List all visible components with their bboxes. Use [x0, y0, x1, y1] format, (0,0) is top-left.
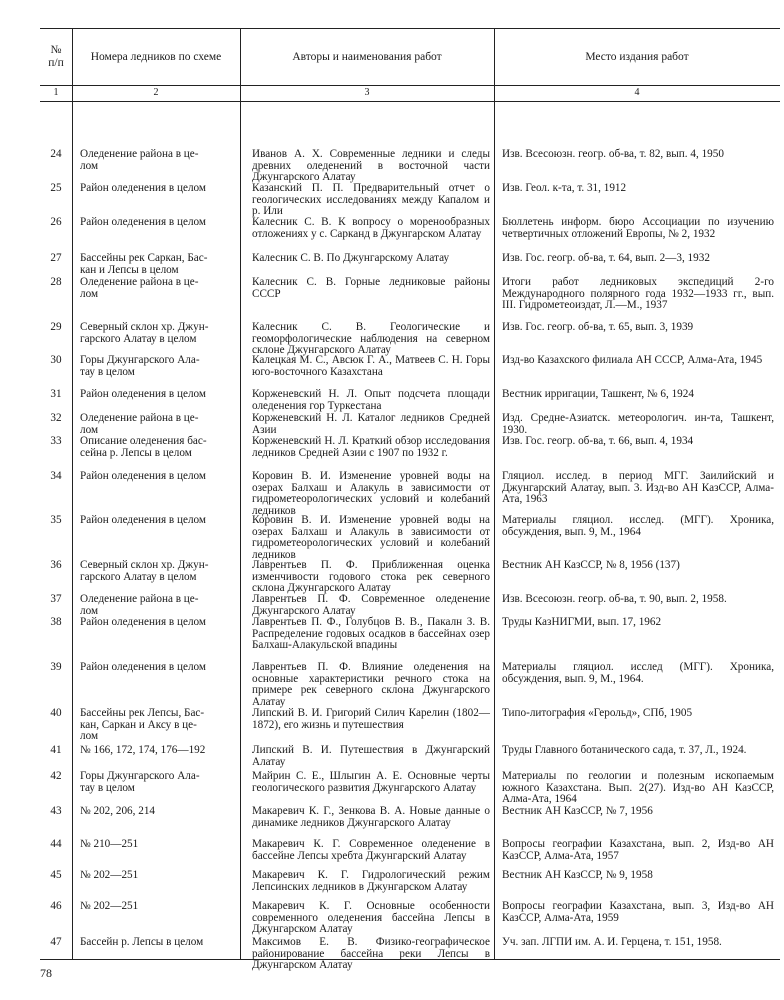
entry-number: 46	[50, 900, 62, 912]
header-place: Место издания работ	[585, 50, 689, 63]
publication-place: Бюллетень информ. бюро Ассоциации по изучению четвертичных отложений Европы, № 2, 1932	[502, 216, 774, 240]
publication-place: Гляциол. исслед. в период МГГ. Заилийский и Джунгарский Алатау, вып. 3. Изд-во АН КазССР, Алма-Ата, 1963	[502, 470, 774, 506]
glacier-reference: Бассейны рек Лепсы, Бас- кан, Саркан и Аксу в це- лом	[80, 707, 205, 743]
entry-number: 47	[50, 936, 62, 948]
author-title: Калесник С. В. К вопросу о моренообразных отложениях у с. Сарканд в Джунгарском Алатау	[252, 216, 490, 240]
glacier-reference: Оледенение района в це- лом	[80, 593, 199, 617]
author-title: Иванов А. Х. Современные ледники и следы древних оледенений в восточной части Джунгарского Алатау	[252, 148, 490, 184]
entry-number: 35	[50, 514, 62, 526]
glacier-reference: Район оледенения в целом	[80, 514, 207, 526]
entry-number: 41	[50, 744, 62, 756]
entry-number: 24	[50, 148, 62, 160]
author-title: Коровин В. И. Изменение уровней воды на озерах Балхаш и Алакуль в зависимости от гидрометеорологических условий и колебаний ледников	[252, 470, 490, 517]
publication-place: Вестник АН КазССР, № 8, 1956 (137)	[502, 559, 680, 571]
publication-place: Вестник ирригации, Ташкент, № 6, 1924	[502, 388, 694, 400]
glacier-reference: Оледенение района в це- лом	[80, 276, 199, 300]
column-divider	[72, 29, 73, 959]
glacier-reference: Горы Джунгарского Ала- тау в целом	[80, 354, 200, 378]
author-title: Макаревич К. Г., Зенкова В. А. Новые данные о динамике ледников Джунгарского Алатау	[252, 805, 490, 829]
entry-number: 43	[50, 805, 62, 817]
author-title: Коровин В. И. Изменение уровней воды на озерах Балхаш и Алакуль в зависимости от гидрометеорологических условий и колебаний ледников	[252, 514, 490, 561]
glacier-reference: № 202, 206, 214	[80, 805, 156, 817]
glacier-reference: № 210—251	[80, 838, 139, 850]
header-divider	[40, 85, 780, 86]
publication-place: Изв. Гос. геогр. об-ва, т. 66, вып. 4, 1934	[502, 435, 694, 447]
column-number: 4	[634, 87, 640, 98]
publication-place: Изд-во Казахского филиала АН СССР, Алма-Ата, 1945	[502, 354, 763, 366]
author-title: Макаревич К. Г. Основные особенности современного оледенения бассейна Лепсы в Джунгарском Алатау	[252, 900, 490, 936]
publication-place: Вопросы географии Казахстана, вып. 3, Изд-во АН КазССР, Алма-Ата, 1959	[502, 900, 774, 924]
publication-place: Изв. Всесоюзн. геогр. об-ва, т. 82, вып. 4, 1950	[502, 148, 724, 160]
author-title: Лаврентьев П. Ф. Влияние оледенения на основные характеристики речного стока на примере рек северного склона Джунгарского Алатау	[252, 661, 490, 708]
entry-number: 39	[50, 661, 62, 673]
author-title: Корженевский Н. Л. Краткий обзор исследования ледников Средней Азии с 1907 по 1932 г.	[252, 435, 490, 459]
author-title: Калесник С. В. По Джунгарскому Алатау	[252, 252, 450, 264]
entry-number: 37	[50, 593, 62, 605]
glacier-reference: Описание оледенения бас- сейна р. Лепсы в целом	[80, 435, 207, 459]
author-title: Лаврентьев П. Ф. Современное оледенение Джунгарского Алатау	[252, 593, 490, 617]
author-title: Липский В. И. Григорий Силич Карелин (1802—1872), его жизнь и путешествия	[252, 707, 490, 731]
glacier-reference: Оледенение района в це- лом	[80, 412, 199, 436]
entry-number: 40	[50, 707, 62, 719]
header-authors: Авторы и наименования работ	[292, 50, 442, 63]
column-number: 3	[364, 87, 370, 98]
glacier-reference: Район оледенения в целом	[80, 182, 207, 194]
page-number: 78	[40, 966, 52, 980]
entry-number: 38	[50, 616, 62, 628]
header-divider	[40, 101, 780, 102]
publication-place: Типо-литография «Герольд», СПб, 1905	[502, 707, 693, 719]
glacier-reference: Район оледенения в целом	[80, 661, 207, 673]
entry-number: 34	[50, 470, 62, 482]
publication-place: Труды Главного ботанического сада, т. 37, Л., 1924.	[502, 744, 747, 756]
publication-place: Материалы гляциол. исслед (МГГ). Хроника, обсуждения, вып. 9, М., 1964.	[502, 661, 774, 685]
glacier-reference: Район оледенения в целом	[80, 388, 207, 400]
glacier-reference: Район оледенения в целом	[80, 216, 207, 228]
author-title: Корженевский Н. Л. Опыт подсчета площади оледенения гор Туркестана	[252, 388, 490, 412]
entry-number: 32	[50, 412, 62, 424]
glacier-reference: № 202—251	[80, 869, 139, 881]
column-divider	[240, 29, 241, 959]
header-num: № п/п	[48, 44, 64, 69]
column-number: 1	[53, 87, 59, 98]
author-title: Калесник С. В. Геологические и геоморфологические наблюдения на северном склоне Джунгарского Алатау	[252, 321, 490, 357]
entry-number: 42	[50, 770, 62, 782]
entry-number: 45	[50, 869, 62, 881]
publication-place: Материалы гляциол. исслед. (МГГ). Хроника, обсуждения, вып. 9, М., 1964	[502, 514, 774, 538]
publication-place: Материалы по геологии и полезным ископаемым южного Казахстана. Вып. 2(27). Изд-во АН КазССР, Алма-Ата, 1964	[502, 770, 774, 806]
entry-number: 28	[50, 276, 62, 288]
glacier-reference: Бассейны рек Саркан, Бас- кан и Лепсы в целом	[80, 252, 208, 276]
column-divider	[494, 29, 495, 959]
author-title: Макаревич К. Г. Современное оледенение в бассейне Лепсы хребта Джунгарский Алатау	[252, 838, 490, 862]
bibliography-table	[40, 28, 780, 972]
publication-place: Изв. Всесоюзн. геогр. об-ва, т. 90, вып. 2, 1958.	[502, 593, 727, 605]
glacier-reference: Район оледенения в целом	[80, 616, 207, 628]
entry-number: 36	[50, 559, 62, 571]
entry-number: 33	[50, 435, 62, 447]
publication-place: Уч. зап. ЛГПИ им. А. И. Герцена, т. 151, 1958.	[502, 936, 722, 948]
publication-place: Итоги работ ледниковых экспедиций 2-го Международного полярного года 1932—1933 гг., вып. III. Гидрометеоиздат, Л.—М., 1937	[502, 276, 774, 312]
publication-place: Изв. Геол. к-та, т. 31, 1912	[502, 182, 627, 194]
publication-place: Вестник АН КазССР, № 9, 1958	[502, 869, 653, 881]
publication-place: Изд. Средне-Азиатск. метеорологич. ин-та, Ташкент, 1930.	[502, 412, 774, 436]
author-title: Липский В. И. Путешествия в Джунгарский Алатау	[252, 744, 490, 768]
author-title: Корженевский Н. Л. Каталог ледников Средней Азии	[252, 412, 490, 436]
entry-number: 27	[50, 252, 62, 264]
glacier-reference: № 166, 172, 174, 176—192	[80, 744, 206, 756]
entry-number: 30	[50, 354, 62, 366]
entry-number: 25	[50, 182, 62, 194]
author-title: Макаревич К. Г. Гидрологический режим Лепсинских ледников в Джунгарском Алатау	[252, 869, 490, 893]
publication-place: Вопросы географии Казахстана, вып. 2, Изд-во АН КазССР, Алма-Ата, 1957	[502, 838, 774, 862]
author-title: Лаврентьев П. Ф. Приближенная оценка изменчивости годового стока рек северного склона Джунгарского Алатау	[252, 559, 490, 595]
publication-place: Изв. Гос. геогр. об-ва, т. 65, вып. 3, 1939	[502, 321, 694, 333]
glacier-reference: Северный склон хр. Джун- гарского Алатау в целом	[80, 321, 209, 345]
glacier-reference: Оледенение района в це- лом	[80, 148, 199, 172]
glacier-reference: № 202—251	[80, 900, 139, 912]
column-number: 2	[153, 87, 159, 98]
author-title: Лаврентьев П. Ф., Голубцов В. В., Пакалн З. В. Распределение годовых осадков в бассейнах озер Балхаш-Алакульской впадины	[252, 616, 490, 652]
header-glaciers: Номера ледников по схеме	[90, 50, 222, 63]
author-title: Калесник С. В. Горные ледниковые районы СССР	[252, 276, 490, 300]
glacier-reference: Район оледенения в целом	[80, 470, 207, 482]
entry-number: 44	[50, 838, 62, 850]
publication-place: Изв. Гос. геогр. об-ва, т. 64, вып. 2—3, 1932	[502, 252, 710, 264]
entry-number: 29	[50, 321, 62, 333]
entry-number: 26	[50, 216, 62, 228]
author-title: Калецкая М. С., Авсюк Г. А., Матвеев С. Н. Горы юго-восточного Казахстана	[252, 354, 490, 378]
author-title: Майрин С. Е., Шлыгин А. Е. Основные черты геологического развития Джунгарского Алатау	[252, 770, 490, 794]
author-title: Казанский П. П. Предварительный отчет о геологических исследованиях между Капалом и р. Или	[252, 182, 490, 218]
glacier-reference: Горы Джунгарского Ала- тау в целом	[80, 770, 200, 794]
publication-place: Вестник АН КазССР, № 7, 1956	[502, 805, 653, 817]
author-title: Максимов Е. В. Физико-географическое районирование бассейна реки Лепсы в Джунгарском Алатау	[252, 936, 490, 972]
entry-number: 31	[50, 388, 62, 400]
publication-place: Труды КазНИГМИ, вып. 17, 1962	[502, 616, 662, 628]
glacier-reference: Бассейн р. Лепсы в целом	[80, 936, 204, 948]
glacier-reference: Северный склон хр. Джун- гарского Алатау в целом	[80, 559, 209, 583]
